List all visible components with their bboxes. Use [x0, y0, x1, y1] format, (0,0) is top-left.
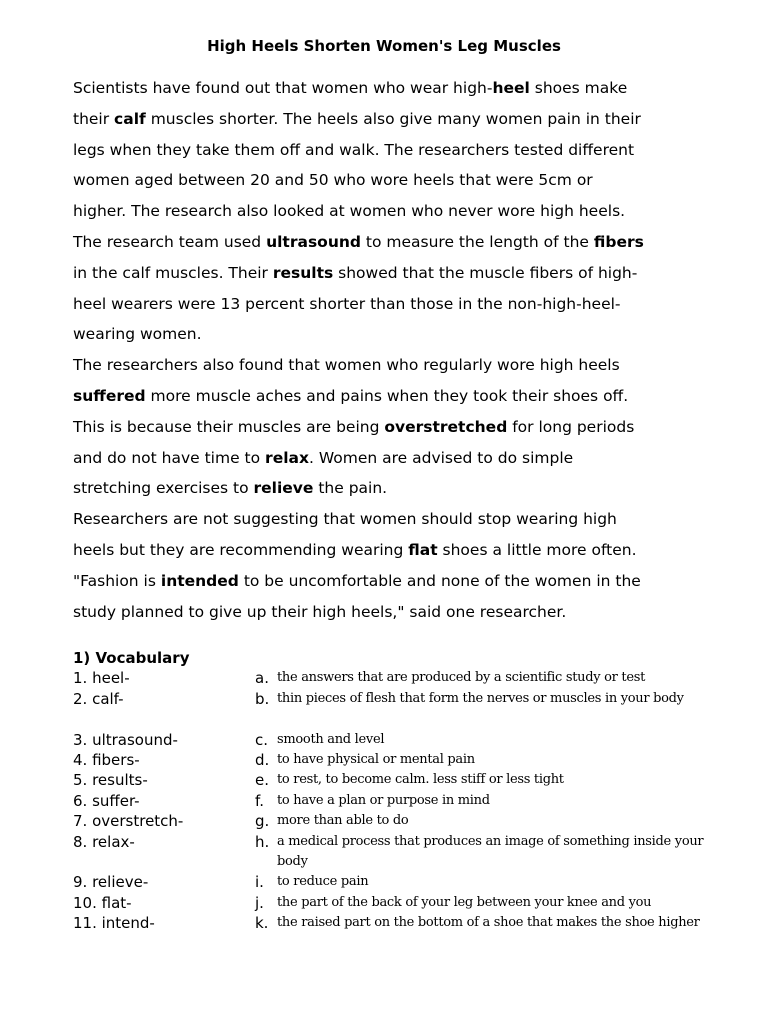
vocab-term: 10. flat-	[73, 894, 132, 912]
vocab-keyword: overstretched	[384, 417, 508, 436]
article-line	[73, 170, 593, 190]
definition-text: to reduce pain	[277, 874, 369, 889]
text-segment: shoes make	[529, 79, 628, 97]
text-segment: and do not have time to	[73, 448, 266, 467]
text-segment: study planned to give up their high heels," said one researcher.	[73, 602, 567, 621]
article-line	[73, 540, 637, 560]
text-segment: the pain.	[313, 479, 388, 498]
text-segment: Researchers are not suggesting that women should stop wearing high	[73, 510, 617, 529]
text-segment: muscles shorter. The heels also give many women pain in their	[145, 109, 641, 128]
definition-letter: c.	[255, 731, 269, 749]
article-line	[73, 478, 387, 498]
vocab-term: 11. intend-	[73, 914, 155, 932]
text-segment: shoes a little more often.	[437, 541, 637, 559]
definition-text: thin pieces of flesh that form the nerves or muscles in your body	[277, 691, 684, 706]
definition-text: smooth and level	[277, 732, 385, 747]
vocab-term: 5. results-	[73, 771, 148, 789]
article-line	[73, 232, 644, 252]
vocab-term: 9. relieve-	[73, 873, 149, 891]
definition-text: to rest, to become calm. less stiff or less tight	[277, 772, 564, 787]
definition-letter: b.	[255, 690, 270, 708]
definition-text: more than able to do	[277, 813, 409, 828]
text-segment: their	[73, 109, 115, 128]
definition-letter: h.	[255, 833, 270, 851]
vocab-keyword: heel	[492, 79, 530, 97]
article-line	[73, 386, 628, 406]
vocab-keyword: flat	[408, 541, 438, 559]
vocab-keyword: relieve	[253, 479, 314, 498]
definition-text: the part of the back of your leg between your knee and you	[277, 895, 652, 910]
article-line	[73, 294, 621, 314]
definition-text: to have physical or mental pain	[277, 752, 475, 767]
text-segment: . Women are advised to do simple	[308, 448, 574, 467]
vocab-term: 6. suffer-	[73, 792, 140, 810]
vocab-keyword: ultrasound	[266, 233, 361, 251]
vocab-keyword: results	[272, 263, 334, 282]
text-segment: wearing women.	[73, 325, 202, 344]
definition-letter: g.	[255, 812, 270, 830]
text-segment: Scientists have found out that women who wear high-	[73, 79, 493, 97]
text-segment: showed that the muscle fibers of high-	[333, 263, 638, 282]
article-line	[73, 509, 617, 529]
text-segment: The research team used	[73, 233, 267, 251]
definition-text: to have a plan or purpose in mind	[277, 793, 490, 808]
article-line	[73, 417, 634, 437]
vocab-keyword: fibers	[593, 233, 644, 251]
text-segment: heel wearers were 13 percent shorter than those in the non-high-heel-	[73, 294, 621, 313]
vocab-term: 7. overstretch-	[73, 812, 184, 830]
vocab-term: 8. relax-	[73, 833, 135, 851]
text-segment: in the calf muscles. Their	[73, 263, 273, 282]
definition-text: the answers that are produced by a scientific study or test	[277, 670, 646, 685]
article-line	[73, 140, 634, 160]
text-segment: heels but they are recommending wearing	[73, 541, 409, 559]
text-segment: to be uncomfortable and none of the women in the	[238, 571, 641, 590]
article-line	[73, 263, 637, 283]
text-segment: to measure the length of the	[360, 233, 594, 251]
vocabulary-heading: 1) Vocabulary	[73, 649, 190, 667]
vocab-term: 4. fibers-	[73, 751, 140, 769]
article-line	[73, 324, 202, 344]
vocab-keyword: calf	[114, 109, 146, 128]
text-segment: stretching exercises to	[73, 479, 254, 498]
article-line	[73, 109, 641, 129]
definition-letter: i.	[255, 873, 264, 891]
article-line	[73, 571, 641, 591]
vocab-term: 3. ultrasound-	[73, 731, 178, 749]
definition-letter: d.	[255, 751, 270, 769]
article-line	[73, 78, 627, 98]
definition-letter: a.	[255, 669, 269, 687]
vocab-keyword: relax	[265, 448, 309, 467]
text-segment: This is because their muscles are being	[73, 417, 385, 436]
vocab-term: 1. heel-	[73, 669, 130, 687]
definition-letter: e.	[255, 771, 269, 789]
article-line	[73, 355, 620, 375]
text-segment: The researchers also found that women who regularly wore high heels	[73, 356, 620, 375]
definition-letter: k.	[255, 914, 269, 932]
text-segment: for long periods	[507, 417, 635, 436]
text-segment: higher. The research also looked at women who never wore high heels.	[73, 202, 626, 221]
text-segment: women aged between 20 and 50 who wore heels that were 5cm or	[73, 171, 593, 190]
vocab-keyword: intended	[160, 571, 239, 590]
vocab-term: 2. calf-	[73, 690, 124, 708]
text-segment: more muscle aches and pains when they took their shoes off.	[145, 387, 629, 405]
definition-text: a medical process that produces an image of something inside your body	[277, 834, 704, 869]
article-line	[73, 448, 573, 468]
page-title: High Heels Shorten Women's Leg Muscles	[207, 37, 561, 55]
article-line	[73, 201, 625, 221]
text-segment: "Fashion is	[73, 571, 161, 590]
article-line	[73, 602, 566, 622]
definition-letter: j.	[255, 894, 264, 912]
text-segment: legs when they take them off and walk. The researchers tested different	[73, 140, 635, 159]
definition-letter: f.	[255, 792, 264, 810]
definition-text: the raised part on the bottom of a shoe that makes the shoe higher	[277, 915, 700, 930]
vocab-keyword: suffered	[73, 387, 146, 405]
